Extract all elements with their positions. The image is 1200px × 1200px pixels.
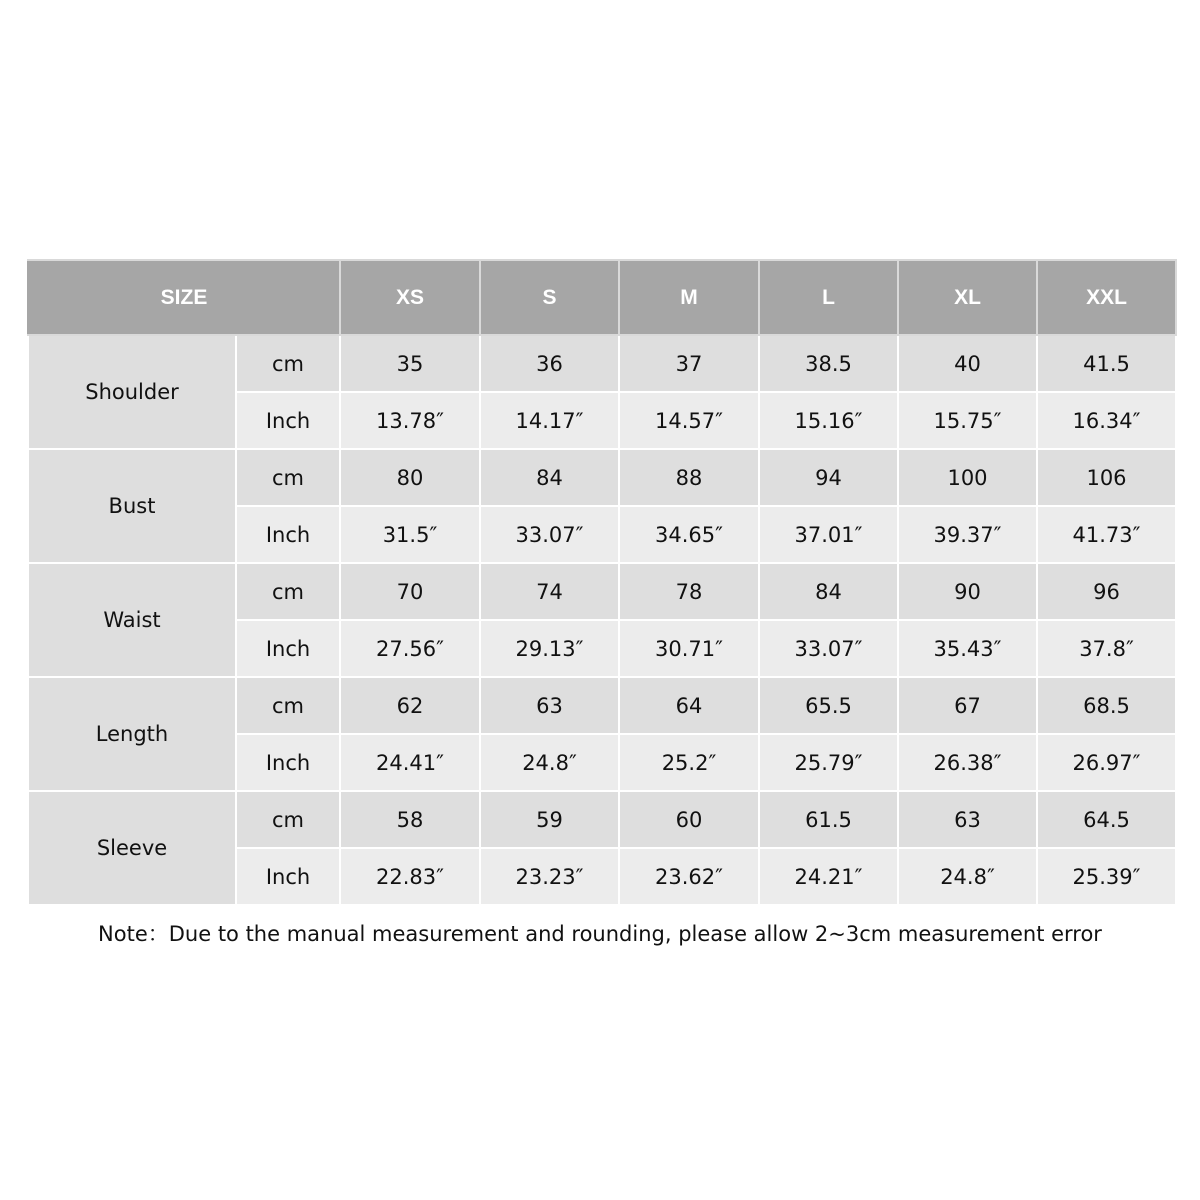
cell-cm-value: 38.5 <box>759 335 898 392</box>
cell-cm-value: 106 <box>1037 449 1176 506</box>
cell-cm-value: 37 <box>619 335 759 392</box>
cell-cm-value: 94 <box>759 449 898 506</box>
cell-inch-value: 37.8″ <box>1037 620 1176 677</box>
cell-inch-value: 24.8″ <box>898 848 1037 905</box>
cell-cm-value: 58 <box>340 791 480 848</box>
cell-cm-value: 100 <box>898 449 1037 506</box>
cell-inch-value: 15.16″ <box>759 392 898 449</box>
cell-cm-value: 84 <box>480 449 619 506</box>
unit-label-inch: Inch <box>236 734 340 791</box>
measurement-note: Note：Due to the manual measurement and rounding, please allow 2~3cm measurement error <box>98 922 1102 946</box>
cell-cm-value: 65.5 <box>759 677 898 734</box>
header-size-s: S <box>480 260 619 335</box>
cell-cm-value: 40 <box>898 335 1037 392</box>
cell-inch-value: 14.57″ <box>619 392 759 449</box>
header-size-label: SIZE <box>28 260 340 335</box>
header-row <box>28 260 1176 335</box>
cell-inch-value: 33.07″ <box>759 620 898 677</box>
cell-cm-value: 74 <box>480 563 619 620</box>
cell-inch-value: 25.39″ <box>1037 848 1176 905</box>
cell-cm-value: 80 <box>340 449 480 506</box>
cell-cm-value: 61.5 <box>759 791 898 848</box>
unit-label-cm: cm <box>236 335 340 392</box>
cell-inch-value: 25.79″ <box>759 734 898 791</box>
unit-label-cm: cm <box>236 449 340 506</box>
measure-name: Sleeve <box>28 791 236 905</box>
unit-label-inch: Inch <box>236 620 340 677</box>
cell-inch-value: 23.23″ <box>480 848 619 905</box>
cell-inch-value: 26.97″ <box>1037 734 1176 791</box>
size-chart-table <box>27 259 1177 906</box>
cell-inch-value: 30.71″ <box>619 620 759 677</box>
header-size-xs: XS <box>340 260 480 335</box>
cell-inch-value: 13.78″ <box>340 392 480 449</box>
table-row-shoulder-cm <box>28 335 1176 392</box>
cell-cm-value: 60 <box>619 791 759 848</box>
cell-inch-value: 31.5″ <box>340 506 480 563</box>
measure-name: Bust <box>28 449 236 563</box>
header-size-xl: XL <box>898 260 1037 335</box>
unit-label-inch: Inch <box>236 392 340 449</box>
cell-inch-value: 24.21″ <box>759 848 898 905</box>
cell-inch-value: 23.62″ <box>619 848 759 905</box>
cell-cm-value: 59 <box>480 791 619 848</box>
header-size-xxl: XXL <box>1037 260 1176 335</box>
cell-inch-value: 16.34″ <box>1037 392 1176 449</box>
unit-label-cm: cm <box>236 563 340 620</box>
header-size-l: L <box>759 260 898 335</box>
cell-inch-value: 25.2″ <box>619 734 759 791</box>
header-size-m: M <box>619 260 759 335</box>
table-row-waist-cm <box>28 563 1176 620</box>
cell-cm-value: 63 <box>898 791 1037 848</box>
table-row-length-cm <box>28 677 1176 734</box>
cell-inch-value: 35.43″ <box>898 620 1037 677</box>
cell-inch-value: 22.83″ <box>340 848 480 905</box>
cell-inch-value: 33.07″ <box>480 506 619 563</box>
unit-label-cm: cm <box>236 677 340 734</box>
cell-cm-value: 96 <box>1037 563 1176 620</box>
cell-inch-value: 34.65″ <box>619 506 759 563</box>
cell-cm-value: 70 <box>340 563 480 620</box>
cell-cm-value: 36 <box>480 335 619 392</box>
measure-name: Length <box>28 677 236 791</box>
cell-inch-value: 15.75″ <box>898 392 1037 449</box>
cell-cm-value: 67 <box>898 677 1037 734</box>
cell-cm-value: 78 <box>619 563 759 620</box>
cell-cm-value: 63 <box>480 677 619 734</box>
cell-inch-value: 41.73″ <box>1037 506 1176 563</box>
cell-cm-value: 64.5 <box>1037 791 1176 848</box>
cell-inch-value: 29.13″ <box>480 620 619 677</box>
table-row-bust-cm <box>28 449 1176 506</box>
measure-name: Shoulder <box>28 335 236 449</box>
cell-inch-value: 27.56″ <box>340 620 480 677</box>
cell-inch-value: 39.37″ <box>898 506 1037 563</box>
table-row-sleeve-cm <box>28 791 1176 848</box>
cell-cm-value: 64 <box>619 677 759 734</box>
cell-inch-value: 24.8″ <box>480 734 619 791</box>
cell-cm-value: 35 <box>340 335 480 392</box>
unit-label-inch: Inch <box>236 848 340 905</box>
cell-inch-value: 14.17″ <box>480 392 619 449</box>
measure-name: Waist <box>28 563 236 677</box>
cell-inch-value: 37.01″ <box>759 506 898 563</box>
unit-label-cm: cm <box>236 791 340 848</box>
cell-cm-value: 90 <box>898 563 1037 620</box>
cell-inch-value: 24.41″ <box>340 734 480 791</box>
cell-cm-value: 62 <box>340 677 480 734</box>
cell-cm-value: 41.5 <box>1037 335 1176 392</box>
cell-cm-value: 68.5 <box>1037 677 1176 734</box>
unit-label-inch: Inch <box>236 506 340 563</box>
cell-cm-value: 84 <box>759 563 898 620</box>
cell-inch-value: 26.38″ <box>898 734 1037 791</box>
cell-cm-value: 88 <box>619 449 759 506</box>
